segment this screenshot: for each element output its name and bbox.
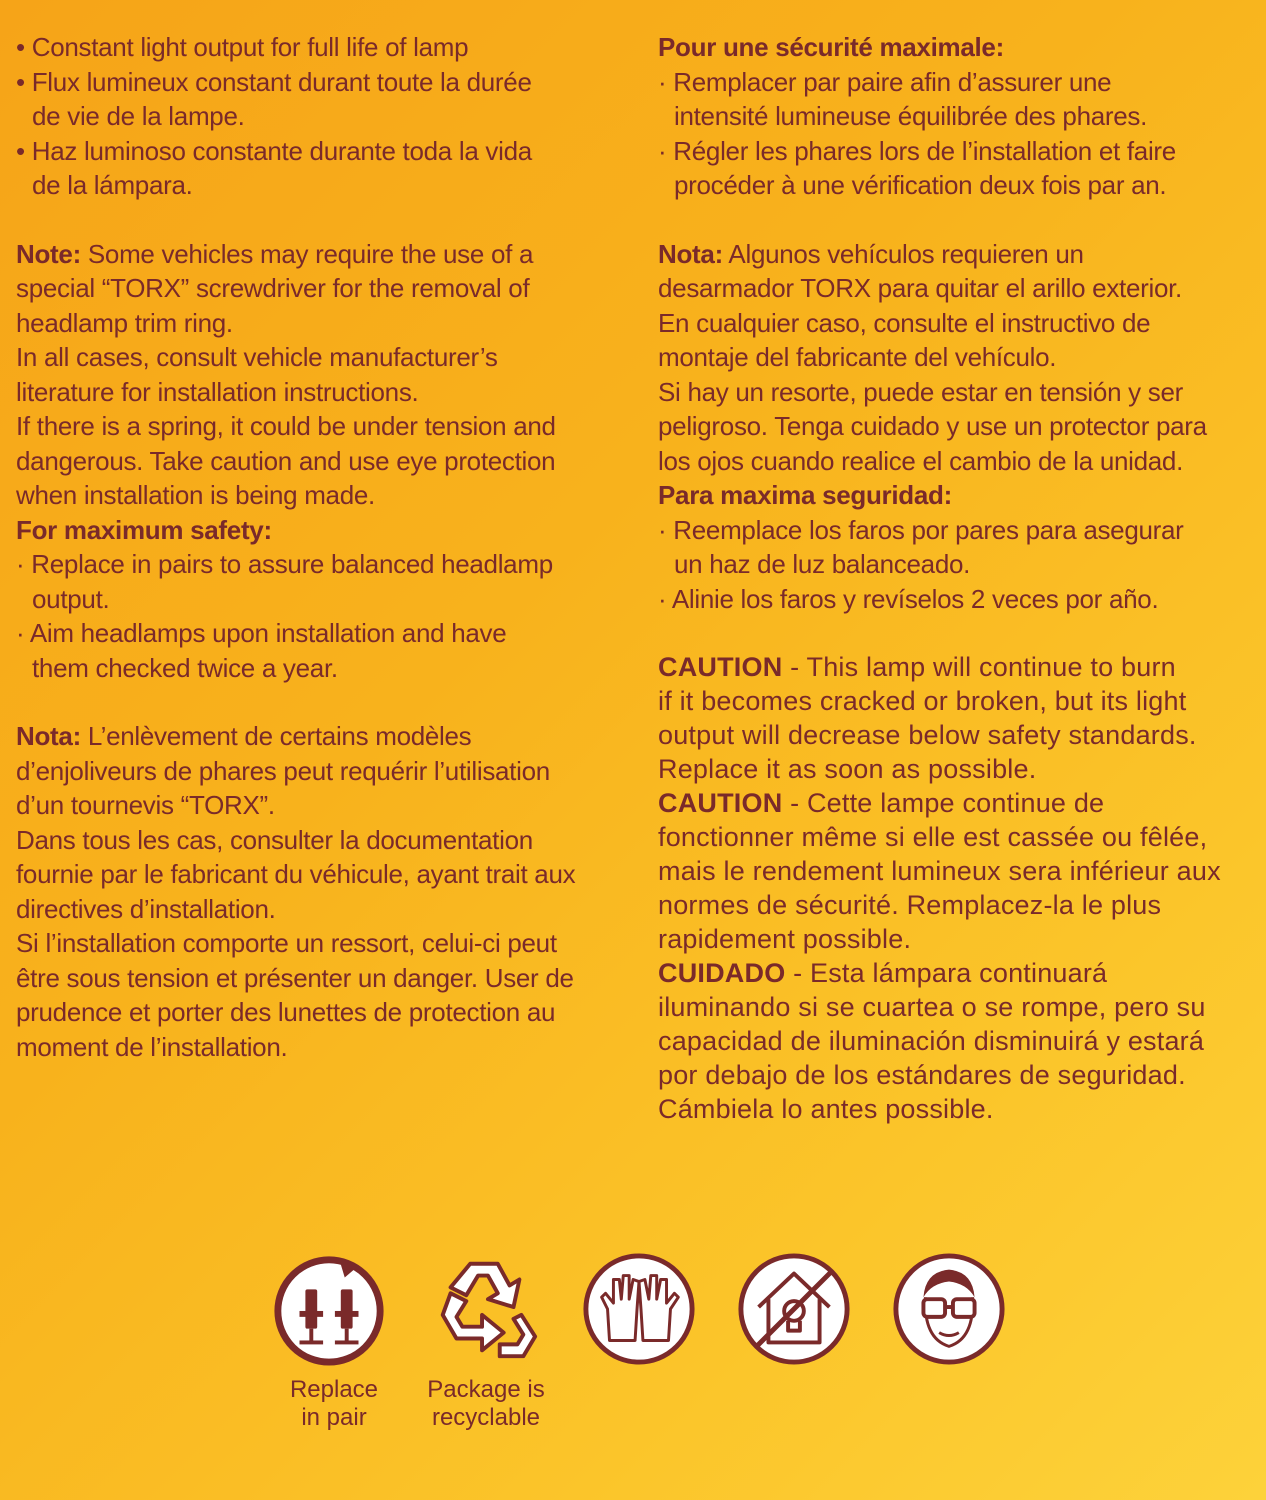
note-spanish xyxy=(658,237,1258,479)
safety-line: · Régler les phares lors de l’installation et faire xyxy=(658,135,1176,166)
safety-line: un haz de luz balanceado. xyxy=(674,549,971,579)
note-line: If there is a spring, it could be under tension and xyxy=(16,411,556,441)
note-english xyxy=(16,237,626,513)
note-line: Si l’installation comporte un ressort, celui-ci peut xyxy=(16,928,557,958)
safety-line: them checked twice a year. xyxy=(32,652,338,683)
note-text: Some vehicles may require the use of a xyxy=(80,238,534,269)
note-line: fournie par le fabricant du véhicule, ayant trait aux xyxy=(16,859,576,889)
note-line: dangerous. Take caution and use eye protection xyxy=(16,445,556,476)
note-line: être sous tension et présenter un danger. User de xyxy=(16,962,574,993)
caution-line: Replace it as soon as possible. xyxy=(658,754,1037,784)
caution-line: output will decrease below safety standards. xyxy=(658,720,1197,750)
caution-line: Cámbiela lo antes possible. xyxy=(658,1094,994,1124)
note-line: when installation is being made. xyxy=(16,480,375,510)
intro-line: • Constant light output for full life of lamp xyxy=(16,32,469,62)
safety-line: intensité lumineuse équilibrée des phares. xyxy=(674,101,1148,131)
safety-heading: For maximum safety: xyxy=(16,514,272,545)
safety-heading: Para maxima seguridad: xyxy=(658,480,952,510)
caution-text: - Cette lampe continue de xyxy=(782,788,1105,818)
note-label: Note: xyxy=(16,238,81,269)
right-column xyxy=(658,30,1258,1126)
safety-spanish xyxy=(658,478,1258,616)
intro-line: • Haz luminoso constante durante toda la vida xyxy=(16,135,532,166)
gloves-icon xyxy=(580,1250,698,1368)
caution-spanish xyxy=(658,956,1258,1126)
note-line: moment de l’installation. xyxy=(16,1031,288,1062)
recycle-icon xyxy=(425,1250,543,1368)
caption-line: in pair xyxy=(301,1404,367,1431)
intro-line: • Flux lumineux constant durant toute la durée xyxy=(16,66,532,97)
note-line: literature for installation instructions. xyxy=(16,376,419,407)
note-text: L’enlèvement de certains modèles xyxy=(80,721,472,751)
note-line: headlamp trim ring. xyxy=(16,307,233,338)
safety-line: output. xyxy=(32,583,110,614)
caption-line: Package is xyxy=(427,1376,545,1403)
caution-line: rapidement possible. xyxy=(658,924,912,954)
note-line: Dans tous les cas, consulter la documentation xyxy=(16,824,533,855)
caution-text: - Esta lámpara continuará xyxy=(785,958,1108,988)
caution-label: CAUTION xyxy=(658,652,783,682)
caution-text: - This lamp will continue to burn xyxy=(782,652,1176,682)
safety-english xyxy=(16,513,626,686)
caution-line: capacidad de iluminación disminuirá y estará xyxy=(658,1026,1205,1056)
caution-line: if it becomes cracked or broken, but its light xyxy=(658,686,1187,716)
safety-line: · Reemplace los faros por pares para asegurar xyxy=(658,514,1184,545)
icon-row xyxy=(270,1250,990,1380)
intro-line: de la lámpara. xyxy=(32,170,193,200)
replace-in-pair-caption xyxy=(270,1376,398,1432)
caution-line: mais le rendement lumineux sera inférieur aux xyxy=(658,856,1221,886)
caution-label: CUIDADO xyxy=(658,958,786,988)
note-label: Nota: xyxy=(658,238,723,269)
safety-line: procéder à une vérification deux fois par an. xyxy=(674,170,1167,200)
safety-line: · Alinie los faros y revíselos 2 veces por año. xyxy=(658,583,1159,614)
note-line: peligroso. Tenga cuidado y use un protector para xyxy=(658,411,1207,441)
caption-line: Replace xyxy=(289,1376,379,1403)
safety-french xyxy=(658,30,1258,203)
caution-line: normes de sécurité. Remplacez-la le plus xyxy=(658,890,1162,920)
caution-line: por debajo de los estándares de seguridad. xyxy=(658,1060,1186,1090)
note-line: d’enjoliveurs de phares peut requérir l’utilisation xyxy=(16,755,550,786)
caution-english xyxy=(658,650,1258,786)
caution-label: CAUTION xyxy=(658,788,783,818)
note-line: special “TORX” screwdriver for the removal of xyxy=(16,273,530,303)
left-column xyxy=(16,30,626,1064)
note-label: Nota: xyxy=(16,721,81,751)
caution-french xyxy=(658,786,1258,956)
note-line: los ojos cuando realice el cambio de la unidad. xyxy=(658,445,1184,476)
safety-heading: Pour une sécurité maximale: xyxy=(658,32,1004,62)
note-french xyxy=(16,719,626,1064)
caption-line: recyclable xyxy=(431,1404,541,1431)
caution-line: fonctionner même si elle est cassée ou fêlée, xyxy=(658,822,1208,852)
note-line: En cualquier caso, consulte el instructivo de xyxy=(658,307,1151,338)
safety-line: · Remplacer par paire afin d’assurer une xyxy=(658,66,1112,97)
no-household-use-icon xyxy=(735,1250,853,1368)
note-line: Si hay un resorte, puede estar en tensión y ser xyxy=(658,376,1183,407)
intro-line: de vie de la lampe. xyxy=(32,101,245,131)
replace-in-pair-icon xyxy=(270,1250,388,1368)
caution-line: iluminando si se cuartea o se rompe, pero su xyxy=(658,992,1206,1022)
safety-line: · Aim headlamps upon installation and have xyxy=(16,618,507,648)
recyclable-caption xyxy=(418,1376,554,1432)
note-line: In all cases, consult vehicle manufacturer’s xyxy=(16,342,498,372)
eye-protection-icon xyxy=(890,1250,1008,1368)
note-line: montaje del fabricante del vehículo. xyxy=(658,342,1057,372)
intro-list xyxy=(16,30,626,203)
note-line: desarmador TORX para quitar el arillo exterior. xyxy=(658,273,1182,303)
safety-line: · Replace in pairs to assure balanced headlamp xyxy=(16,549,553,579)
note-text: Algunos vehículos requieren un xyxy=(722,238,1084,269)
note-line: d’un tournevis “TORX”. xyxy=(16,790,275,820)
note-line: prudence et porter des lunettes de protection au xyxy=(16,997,556,1027)
note-line: directives d’installation. xyxy=(16,893,276,924)
